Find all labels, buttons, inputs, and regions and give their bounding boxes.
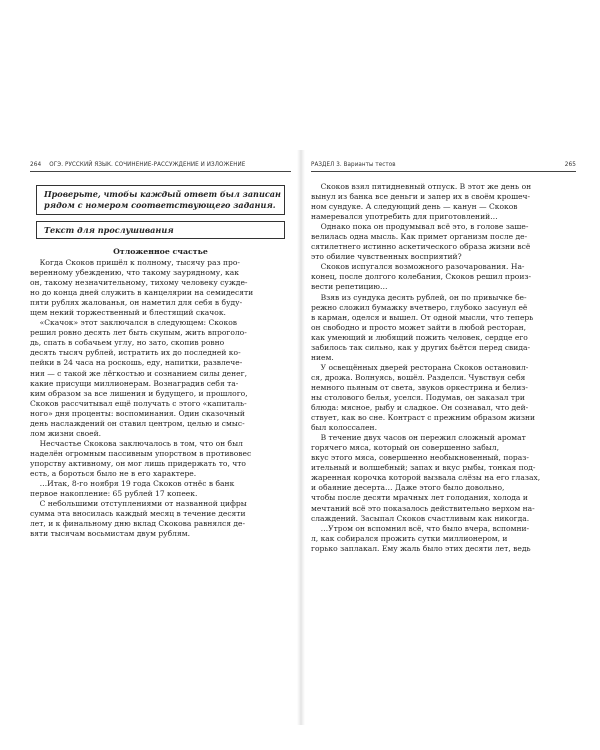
left-running-title: ОГЭ. РУССКИЙ ЯЗЫК. СОЧИНЕНИЕ-РАССУЖДЕНИЕ И ИЗЛОЖЕНИЕ — [49, 161, 246, 168]
left-page-number: 264 — [30, 160, 42, 168]
story-title: Отложенное счастье — [113, 247, 208, 256]
left-running-head — [30, 160, 291, 172]
left-body-text: Когда Скоков пришёл к полному, тысячу раз про- веренному убеждению, что такому заурядному, как он, такому незначительному, тихому человеку сужде- но до конца дней служить в канцелярии на семидесяти пяти рублях жалованья, он наметил для себя в буду- щем некий торжественный и блестящий скачок. «Скачок» этот заключался в следующем: Скоков решил ровно десять лет быть скупым, жить впроголо- дь, спать в собачьем углу, но зато, скопив ровно десять тысяч рублей, истратить их до последней ко- пейки в 24 часа на роскошь, еду, напитки, развлече- ния — с такой же лёгкостью и сознанием силы денег, какие присущи миллионерам. Вознаградив себя та- ким образом за все лишения и будущего, и прошлого, Скоков рассчитывал ещё получать с этого «капиталь- ного» дня проценты: воспоминания. Один сказочный день наслаждений он ставил центром, целью и смыс- лом жизни своей. Несчастье Скокова заключалось в том, что он был наделён огромным пассивным упорством в противовес упорству активному, он мог лишь придержать то, что есть, а бороться было не в его характере. …Итак, 8-го ноября 19 года Скоков отнёс в банк первое накопление: 65 рублей 17 копеек. С небольшими отступлениями от названной цифры сумма эта вносилась каждый месяц в течение десяти лет, и к финальному дню вклад Скокова равнялся де- вяти тысячам восьмистам двум рублям. — [30, 258, 254, 539]
right-running-head — [311, 160, 576, 172]
listening-text-label: Текст для прослушивания — [36, 221, 285, 239]
answer-notice-box: Проверьте, чтобы каждый ответ был записан рядом с номером соответствующего задания. — [36, 185, 285, 215]
right-running-title: РАЗДЕЛ 3. Варианты тестов — [311, 161, 396, 168]
book-gutter — [297, 150, 305, 725]
right-page-number: 265 — [564, 160, 576, 168]
right-page — [311, 160, 576, 715]
right-body-text: Скоков взял пятидневный отпуск. В этот же день он вынул из банка все деньги и запер их в своём крошеч- ном сундуке. А следующий день — канун — Скоков намеревался употребить для приготовлений… Однако пока он продумывал всё это, в голове заше- велилась одна мысль. Как примет организм после де- сятилетнего истинно аскетического образа жизни всё это обилие чувственных восприятий? Скоков испугался возможного разочарования. На- конец, после долгого колебания, Скоков решил произ- вести репетицию… Взяв из сундука десять рублей, он по привычке бе- режно сложил бумажку вчетверо, глубоко засунул её в карман, оделся и вышел. От одной мысли, что теперь он свободно и просто может зайти в любой ресторан, как умеющий и любящий пожить человек, сердце его забилось так сильно, как у других бьётся перед свида- нием. У освещённых дверей ресторана Скоков остановил- ся, дрожа. Волнуясь, вошёл. Разделся. Чувствуя себя немного пьяным от света, звуков оркестрина и белиз- ны столового белья, уселся. Подумав, он заказал три блюда: мясное, рыбу и сладкое. Он сознавал, что дей- ствует, как во сне. Контраст с прежним образом жизни был колоссален. В течение двух часов он пережил сложный аромат горячего мяса, который он совершенно забыл, вкус этого мяса, совершенно необыкновенный, пораз- ительный и волшебный; запах и вкус рыбы, тонкая под- жаренная корочка которой вызвала слёзы на его глазах, и обаяние десерта… Даже этого было довольно, чтобы после десяти мрачных лет голодания, холода и мечтаний всё это показалось действительно верхом на- слаждений. Засыпал Скоков счастливым как никогда. …Утром он вспомнил всё, что было вчера, вспомни- л, как собирался прожить сутки миллионером, и горько заплакал. Ему жаль было этих десяти лет, ведь — [311, 182, 541, 553]
left-page — [30, 160, 291, 715]
